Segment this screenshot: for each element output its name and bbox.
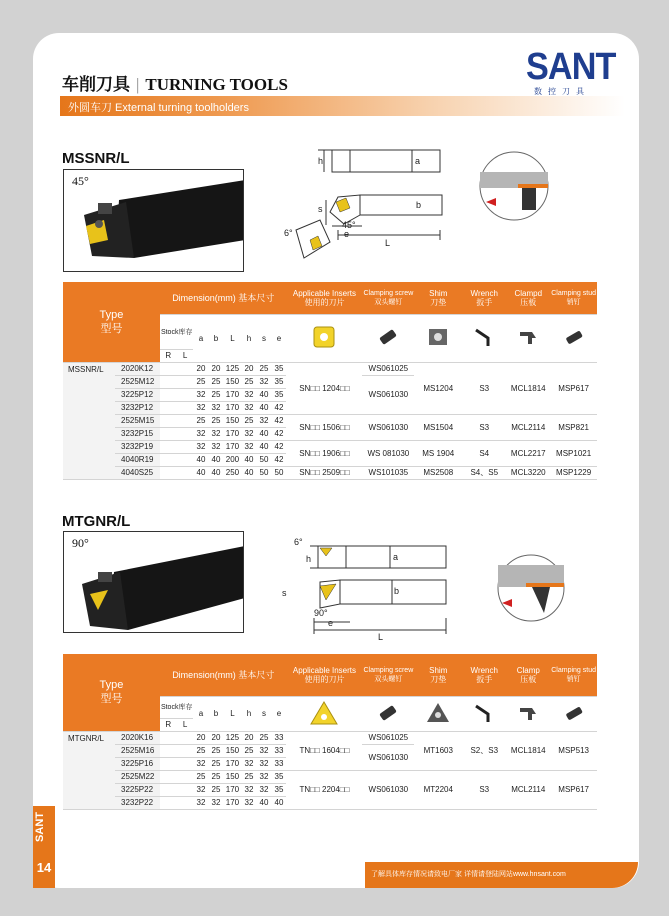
dim-h: h	[318, 156, 324, 166]
col-L: L	[223, 314, 241, 362]
table-row: MSSNR/L 2020K12 20 20 125 20 25 35 SN□□ 1204□□ WS061025 MS1204 S3 MCL1814 MSP617	[63, 362, 597, 375]
dim-h: h	[306, 554, 312, 564]
footer-text: 了解具体库存情况请致电厂家 详情请登陆网站www.hnsant.com	[371, 871, 566, 878]
dim-b: b	[394, 586, 400, 596]
tool-photo-mtgnr	[63, 531, 244, 633]
col-Lhand: L	[177, 718, 194, 731]
wrench-header: Wrench 扳手	[462, 654, 506, 696]
shim-icon	[414, 314, 462, 362]
table-row: 2525M15 25 25 150 25 32 42 SN□□ 1506□□ WS061030 MS1504 S3 MCL2114 MSP821	[63, 414, 597, 427]
dimension-drawing-mtgnr	[280, 530, 470, 645]
page-title	[62, 70, 288, 95]
side-brand: SANT	[34, 812, 46, 842]
col-s: s	[256, 314, 271, 362]
stud-icon	[550, 696, 597, 731]
type-header: Type 型号	[63, 282, 160, 362]
title-en: TURNING TOOLS	[145, 75, 288, 94]
dim-ang2: 45°	[342, 220, 356, 230]
spec-table-mtgnr	[63, 654, 597, 810]
clamp-header: Clamp 压板	[506, 654, 550, 696]
side-tab	[33, 806, 55, 888]
dim-s: s	[282, 588, 287, 598]
col-R: R	[160, 349, 177, 362]
table-row: 3232P12 32 32 170 32 40 42	[63, 401, 597, 414]
dim-L: L	[385, 238, 391, 248]
title-cn: 车削刀具	[62, 75, 130, 94]
wrench-icon	[462, 314, 506, 362]
tool-photo-mssnr	[63, 169, 244, 272]
table-row: 3232P15 32 32 170 32 40 42	[63, 427, 597, 440]
col-b: b	[208, 314, 223, 362]
table-row: 2525M22 25 25 150 25 32 35 TN□□ 2204□□ WS061030 MT2204 S3 MCL2114 MSP617	[63, 770, 597, 783]
dim-e: e	[328, 618, 334, 628]
dimension-header: Dimension(mm) 基本尺寸	[160, 282, 287, 314]
screw-header: Clamping screw 双头螺钉	[362, 282, 414, 314]
cutting-diagram-mssnr	[478, 150, 550, 222]
table-row: MTGNR/L 2020K16 20 20 125 20 25 33 TN□□ 1604□□ WS061025 MT1603 S2、S3 MCL1814 MSP513	[63, 731, 597, 744]
wrench-header: Wrench 扳手	[462, 282, 506, 314]
dim-e: e	[344, 229, 350, 239]
stud-icon	[550, 314, 597, 362]
dim-a: a	[393, 552, 399, 562]
shim-header: Shim 刀垫	[414, 654, 462, 696]
title-separator: |	[136, 75, 140, 94]
col-h: h	[241, 696, 256, 731]
toolholder-photo-icon	[64, 170, 244, 272]
section-title-mtgnr: MTGNR/L	[62, 513, 131, 530]
dim-ang2: 90°	[314, 608, 328, 618]
table-row: 2525M16 25 25 150 25 32 33 WS061030	[63, 744, 597, 757]
cutting-diagram-mtgnr	[496, 553, 566, 623]
col-Lhand: L	[177, 349, 194, 362]
approach-angle-label: 90°	[72, 536, 89, 550]
stock-header: Stock库存	[160, 696, 194, 718]
col-s: s	[256, 696, 271, 731]
insert-icon	[286, 314, 362, 362]
dim-ang1: 6°	[294, 537, 303, 547]
stud-header: Clamping stud 销钉	[550, 654, 597, 696]
subtitle-band	[60, 96, 625, 116]
col-L: L	[223, 696, 241, 731]
col-e: e	[271, 696, 286, 731]
table-row: 3232P22 32 32 170 32 40 40	[63, 796, 597, 809]
spec-table-mssnr	[63, 282, 597, 480]
section-title-mssnr: MSSNR/L	[62, 150, 130, 167]
footer-bar	[365, 862, 638, 888]
type-header: Type 型号	[63, 654, 160, 731]
screw-icon	[362, 314, 414, 362]
table-row: 3232P19 32 32 170 32 40 42 SN□□ 1906□□ WS 081030 MS 1904 S4 MCL2217 MSP1021	[63, 440, 597, 453]
col-e: e	[271, 314, 286, 362]
col-a: a	[193, 696, 208, 731]
approach-angle-label: 45°	[72, 174, 89, 188]
family-label: MTGNR/L	[63, 731, 115, 809]
shim-icon	[414, 696, 462, 731]
logo-brand: SANT	[526, 46, 616, 88]
dim-ang1: 6°	[284, 228, 293, 238]
table-row: 3225P16 32 25 170 32 32 33	[63, 757, 597, 770]
col-a: a	[193, 314, 208, 362]
sant-logo	[522, 46, 616, 97]
table-row: 4040S25 40 40 250 40 50 50 SN□□ 2509□□ WS101035 MS2508 S4、S5 MCL3220 MSP1229	[63, 466, 597, 479]
shim-header: Shim 刀垫	[414, 282, 462, 314]
table-row: 2525M12 25 25 150 25 32 35 WS061030	[63, 375, 597, 388]
logo-sub: 数控刀具	[534, 87, 590, 96]
col-h: h	[241, 314, 256, 362]
family-label: MSSNR/L	[63, 362, 115, 479]
page-number: 14	[36, 860, 52, 875]
stud-header: Clamping stud 销钉	[550, 282, 597, 314]
clamp-header: Clampd 压板	[506, 282, 550, 314]
inserts-header: Applicable Inserts 使用的刀片	[286, 654, 362, 696]
clamp-icon	[506, 314, 550, 362]
wrench-icon	[462, 696, 506, 731]
toolholder-photo-icon	[64, 532, 244, 633]
table-row: 3225P22 32 25 170 32 32 35	[63, 783, 597, 796]
table-row: 4040R19 40 40 200 40 50 42	[63, 453, 597, 466]
dim-L: L	[378, 632, 384, 642]
insert-icon	[286, 696, 362, 731]
dimension-drawing-mssnr	[280, 140, 480, 270]
dimension-header: Dimension(mm) 基本尺寸	[160, 654, 287, 696]
screw-header: Clamping screw 双头螺钉	[362, 654, 414, 696]
screw-icon	[362, 696, 414, 731]
clamp-icon	[506, 696, 550, 731]
subtitle: 外圆车刀 External turning toolholders	[68, 102, 249, 114]
dim-s: s	[318, 204, 323, 214]
inserts-header: Applicable Inserts 使用的刀片	[286, 282, 362, 314]
table-row: 3225P12 32 25 170 32 40 35	[63, 388, 597, 401]
col-b: b	[208, 696, 223, 731]
stock-header: Stock库存	[160, 314, 194, 349]
dim-a: a	[415, 156, 421, 166]
dim-b: b	[416, 200, 422, 210]
col-R: R	[160, 718, 177, 731]
